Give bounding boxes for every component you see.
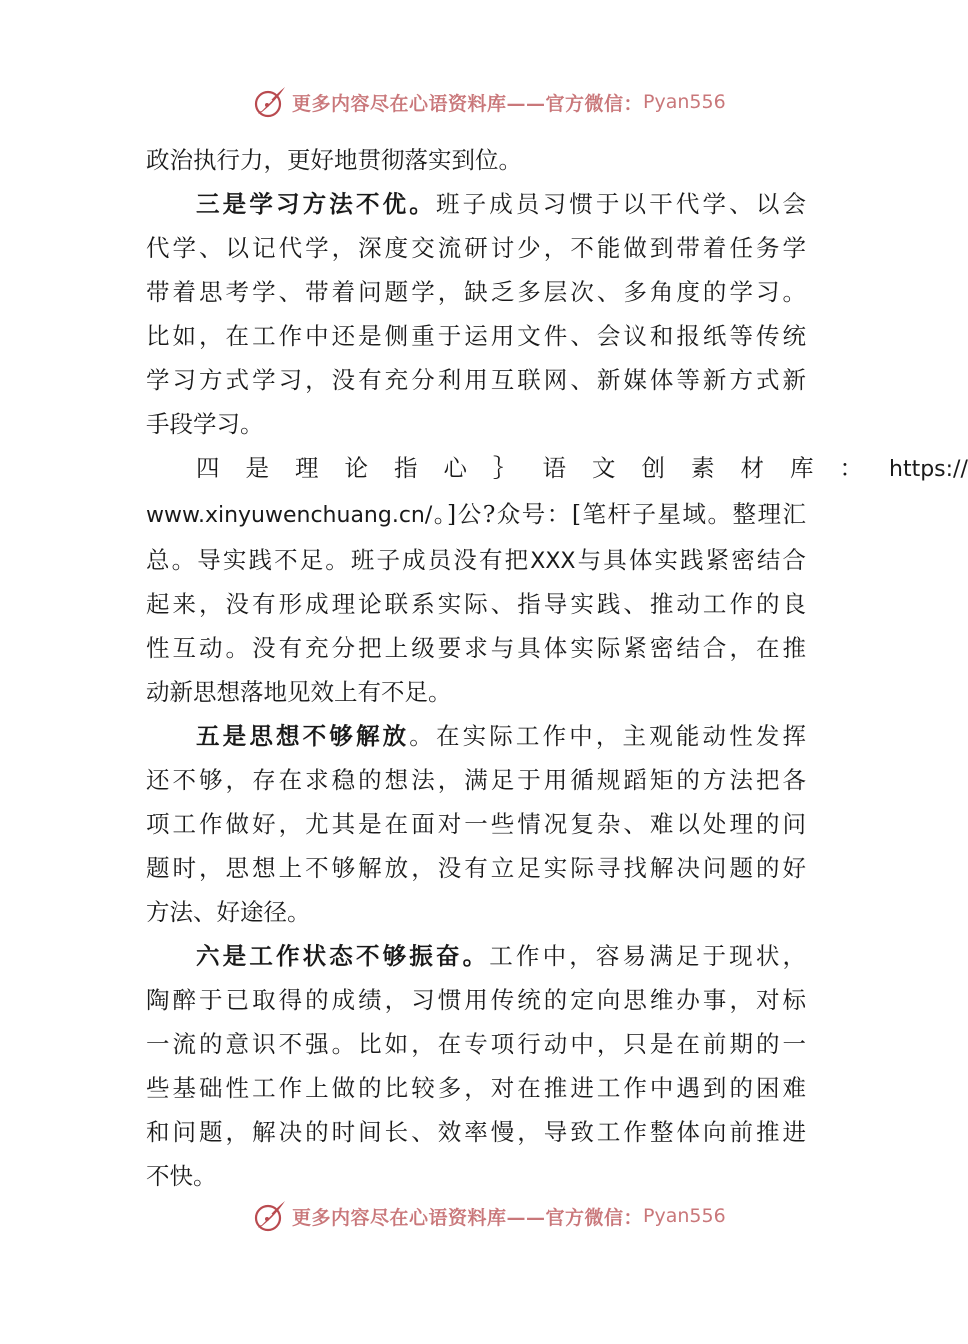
header-banner-text: 更多内容尽在心语资料库——官方微信：: [292, 92, 644, 115]
footer-banner: [252, 1202, 726, 1232]
footer-banner-text: 更多内容尽在心语资料库——官方微信：: [292, 1206, 644, 1229]
paragraph-first-line: 四是理论指心｝语文创素材库：https://: [196, 454, 968, 482]
text-line: 代学、以记代学，深度交流研讨少，不能做到带着任务学: [146, 234, 806, 262]
text-line: 不快。: [146, 1162, 217, 1190]
paragraph-first-line: 六是工作状态不够振奋。工作中，容易满足于现状，: [196, 942, 806, 970]
text-line: 还不够，存在求稳的想法，满足于用循规蹈矩的方法把各: [146, 766, 806, 794]
text-line: 动新思想落地见效上有不足。: [146, 678, 452, 706]
paragraph-lead: 三是学习方法不优。: [196, 190, 436, 218]
paragraph-first-line: 三是学习方法不优。班子成员习惯于以干代学、以会: [196, 190, 807, 218]
text-line: 项工作做好，尤其是在面对一些情况复杂、难以处理的问: [146, 810, 806, 838]
text-line: 题时，思想上不够解放，没有立足实际寻找解决问题的好: [146, 854, 806, 882]
paragraph-lead: 五是思想不够解放: [196, 722, 410, 750]
text-line: 一流的意识不强。比如，在专项行动中，只是在前期的一: [146, 1030, 806, 1058]
text-line: 比如，在工作中还是侧重于运用文件、会议和报纸等传统: [146, 322, 806, 350]
text-line: 带着思考学、带着问题学，缺乏多层次、多角度的学习。: [146, 278, 806, 306]
quill-logo-icon: [252, 1198, 288, 1234]
website-url: www.xinyuwenchuang.cn/: [146, 503, 433, 528]
document-body: [146, 138, 968, 1198]
paragraph-lead: 六是工作状态不够振奋。: [196, 942, 490, 970]
text-line: 起来，没有形成理论联系实际、指导实践、推动工作的良: [146, 590, 806, 618]
text-line: 手段学习。: [146, 410, 264, 438]
header-banner: [252, 82, 726, 122]
text-line: 学习方式学习，没有充分利用互联网、新媒体等新方式新: [146, 366, 806, 394]
text-line: 陶醉于已取得的成绩，习惯用传统的定向思维办事，对标: [146, 986, 806, 1014]
paragraph-first-line: 五是思想不够解放。在实际工作中，主观能动性发挥: [196, 722, 807, 750]
footer-banner-id: Pyan556: [643, 1205, 726, 1227]
text-line: 性互动。没有充分把上级要求与具体实际紧密结合，在推: [146, 634, 806, 662]
text-line: www.xinyuwenchuang.cn/。]公?众号：[笔杆子星域。整理汇: [146, 500, 806, 528]
text-line: 总。导实践不足。班子成员没有把XXX与具体实践紧密结合: [146, 546, 807, 574]
text-line: 方法、好途径。: [146, 898, 311, 926]
quill-logo-icon: [252, 84, 288, 120]
text-line: 和问题，解决的时间长、效率慢，导致工作整体向前推进: [146, 1118, 806, 1146]
text-line: 些基础性工作上做的比较多，对在推进工作中遇到的困难: [146, 1074, 806, 1102]
text-line: 政治执行力，更好地贯彻落实到位。: [146, 146, 522, 174]
header-banner-id: Pyan556: [643, 91, 726, 113]
